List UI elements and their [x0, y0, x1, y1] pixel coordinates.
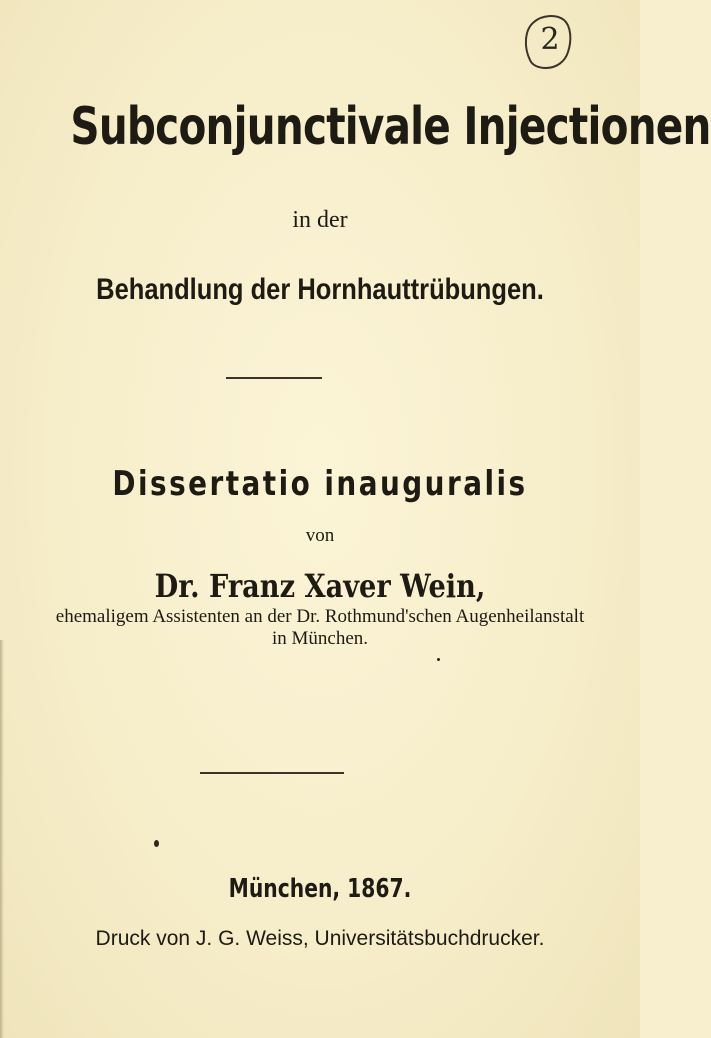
author-affiliation: ehemaligem Assistenten an der Dr. Rothmund'schen Augenheilanstalt — [55, 606, 585, 627]
by-line: von — [305, 525, 335, 546]
divider-rule — [226, 377, 322, 379]
title-connector: in der — [292, 207, 348, 233]
dissertation-heading: Dissertatio inauguralis — [112, 464, 528, 504]
page-subtitle: Behandlung der Hornhauttrübungen. — [96, 273, 544, 306]
divider-rule — [200, 772, 344, 774]
author-name: Dr. Franz Xaver Wein, — [154, 567, 486, 605]
author-location: in München. — [271, 628, 369, 649]
page-edge-shadow — [0, 640, 4, 1038]
stamp-number: 2 — [540, 22, 560, 57]
page-title: Subconjunctivale Injectionen — [70, 97, 711, 157]
printer-line: Druck von J. G. Weiss, Universitätsbuchdrucker. — [95, 927, 545, 950]
ink-speck — [437, 658, 440, 661]
publication-place-year: München, 1867. — [228, 874, 412, 904]
ink-speck — [154, 840, 159, 847]
